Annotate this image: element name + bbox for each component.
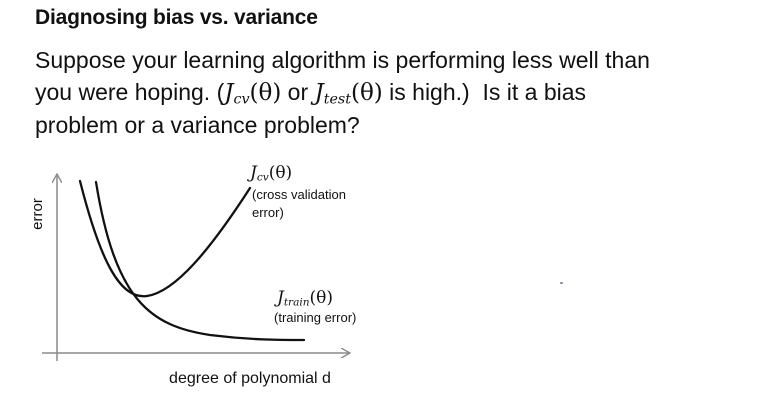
cv-curve-label	[250, 163, 292, 183]
question-line-2-prefix: you were hoping. (	[35, 79, 225, 105]
jtest-inline-subscript: test	[323, 91, 351, 108]
slide-title: Diagnosing bias vs. variance	[35, 6, 318, 29]
jtest-inline-arg: (θ)	[350, 80, 383, 106]
jtest-inline-letter: J	[314, 80, 324, 106]
cv-error-curve	[80, 181, 250, 296]
cv-curve-note	[252, 186, 346, 222]
cv-note-line-2: error)	[252, 205, 284, 220]
x-axis-label: degree of polynomial d	[169, 370, 331, 387]
y-axis-label: error	[29, 198, 46, 230]
train-label-subscript: train	[283, 296, 310, 309]
cursor-dot	[560, 282, 563, 284]
train-curve-note: (training error)	[274, 310, 357, 325]
train-curve-label	[277, 288, 333, 308]
cv-note-line-1: (cross validation	[252, 187, 346, 202]
jcv-inline-arg: (θ)	[249, 80, 282, 106]
cv-label-letter: J	[250, 163, 257, 183]
question-line-3: problem or a variance problem?	[35, 112, 360, 138]
train-label-arg: (θ)	[309, 288, 334, 308]
jcv-inline-subscript: cv	[233, 91, 250, 108]
cv-label-subscript: cv	[256, 171, 269, 184]
question-line-2-or: or	[281, 79, 315, 105]
question-line-2-suffix: is high.) Is it a bias	[382, 79, 587, 105]
train-label-letter: J	[277, 288, 284, 308]
jcv-inline-letter: J	[224, 80, 234, 106]
cv-label-arg: (θ)	[268, 163, 293, 183]
question-line-1: Suppose your learning algorithm is performing less well than	[35, 47, 650, 73]
